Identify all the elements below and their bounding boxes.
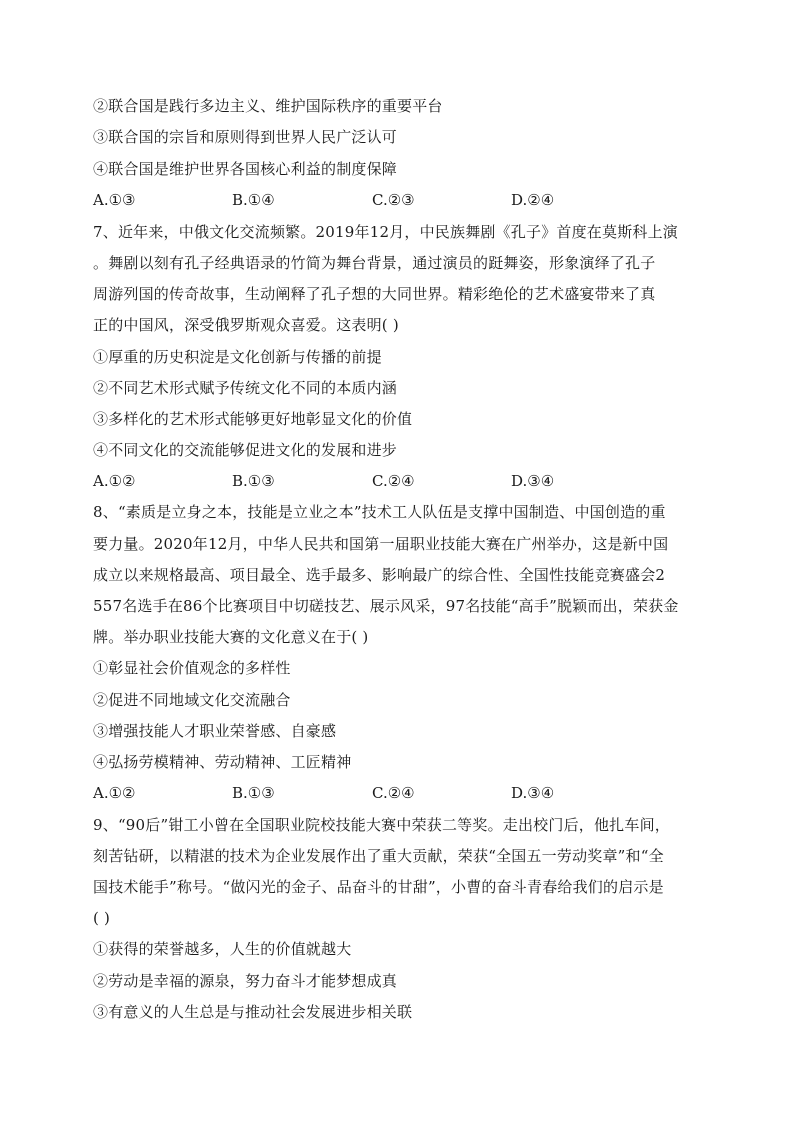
q8-stem-line-2: 要力量。2020年12月，中华人民共和国第一届职业技能大赛在广州举办，这是新中国 <box>93 535 669 553</box>
q9-option-3: ③有意义的人生总是与推动社会发展进步相关联 <box>93 1003 413 1021</box>
q7-choice-a: A.①② <box>93 472 136 490</box>
q6-option-3: ③联合国的宗旨和原则得到世界人民广泛认可 <box>93 128 398 146</box>
q7-choice-b: B.①③ <box>232 472 275 490</box>
q8-choice-d: D.③④ <box>511 784 555 802</box>
q7-option-4: ④不同文化的交流能够促进文化的发展和进步 <box>93 441 398 459</box>
q8-stem-line-3: 成立以来规格最高、项目最全、选手最多、影响最广的综合性、全国性技能竞赛盛会2 <box>93 566 666 584</box>
q7-stem-line-1: 7、近年来，中俄文化交流频繁。2019年12月，中民族舞剧《孔子》首度在莫斯科上演 <box>93 223 679 241</box>
q7-choices <box>93 471 707 491</box>
q7-stem-line-4: 正的中国风，深受俄罗斯观众喜爱。这表明( ) <box>93 316 399 334</box>
q6-option-2: ②联合国是践行多边主义、维护国际秩序的重要平台 <box>93 97 443 115</box>
q8-choice-a: A.①② <box>93 784 136 802</box>
q8-stem-line-4: 557名选手在86个比赛项目中切磋技艺、展示风采，97名技能“高手”脱颖而出，荣获金 <box>93 597 679 615</box>
q7-option-2: ②不同艺术形式赋予传统文化不同的本质内涵 <box>93 379 398 397</box>
q8-choice-b: B.①③ <box>232 784 275 802</box>
q8-option-4: ④弘扬劳模精神、劳动精神、工匠精神 <box>93 753 352 771</box>
q8-option-3: ③增强技能人才职业荣誉感、自豪感 <box>93 722 337 740</box>
q8-stem-line-5: 牌。举办职业技能大赛的文化意义在于( ) <box>93 628 369 646</box>
q7-choice-d: D.③④ <box>511 472 555 490</box>
q7-stem-line-3: 周游列国的传奇故事，生动阐释了孔子想的大同世界。精彩绝伦的艺术盛宴带来了真 <box>93 285 656 303</box>
q6-choice-a: A.①③ <box>93 191 136 209</box>
q6-choice-b: B.①④ <box>232 191 275 209</box>
q8-option-1: ①彰显社会价值观念的多样性 <box>93 659 291 677</box>
q6-option-4: ④联合国是维护世界各国核心利益的制度保障 <box>93 160 398 178</box>
q8-choices <box>93 783 707 803</box>
q7-option-1: ①厚重的历史积淀是文化创新与传播的前提 <box>93 348 382 366</box>
q8-choice-c: C.②④ <box>372 784 415 802</box>
q8-option-2: ②促进不同地域文化交流融合 <box>93 691 291 709</box>
q7-option-3: ③多样化的艺术形式能够更好地彰显文化的价值 <box>93 410 413 428</box>
q9-stem-line-1: 9、“90后”钳工小曾在全国职业院校技能大赛中荣获二等奖。走出校门后，他扎车间， <box>93 816 670 834</box>
q9-option-1: ①获得的荣誉越多，人生的价值就越大 <box>93 940 352 958</box>
q9-option-2: ②劳动是幸福的源泉，努力奋斗才能梦想成真 <box>93 972 398 990</box>
q7-choice-c: C.②④ <box>372 472 415 490</box>
q6-choice-c: C.②③ <box>372 191 415 209</box>
q6-choice-d: D.②④ <box>511 191 555 209</box>
q6-choices <box>93 190 707 210</box>
q9-stem-line-2: 刻苦钻研，以精湛的技术为企业发展作出了重大贡献，荣获“全国五一劳动奖章”和“全 <box>93 847 664 865</box>
q9-stem-line-4: ( ) <box>93 909 111 927</box>
q7-stem-line-2: 。舞剧以刻有孔子经典语录的竹简为舞台背景，通过演员的跹舞姿，形象演绎了孔子 <box>93 254 656 272</box>
q8-stem-line-1: 8、“素质是立身之本，技能是立业之本”技术工人队伍是支撑中国制造、中国创造的重 <box>93 503 666 521</box>
q9-stem-line-3: 国技术能手”称号。“做闪光的金子、品奋斗的甘甜”，小曹的奋斗青春给我们的启示是 <box>93 878 664 896</box>
